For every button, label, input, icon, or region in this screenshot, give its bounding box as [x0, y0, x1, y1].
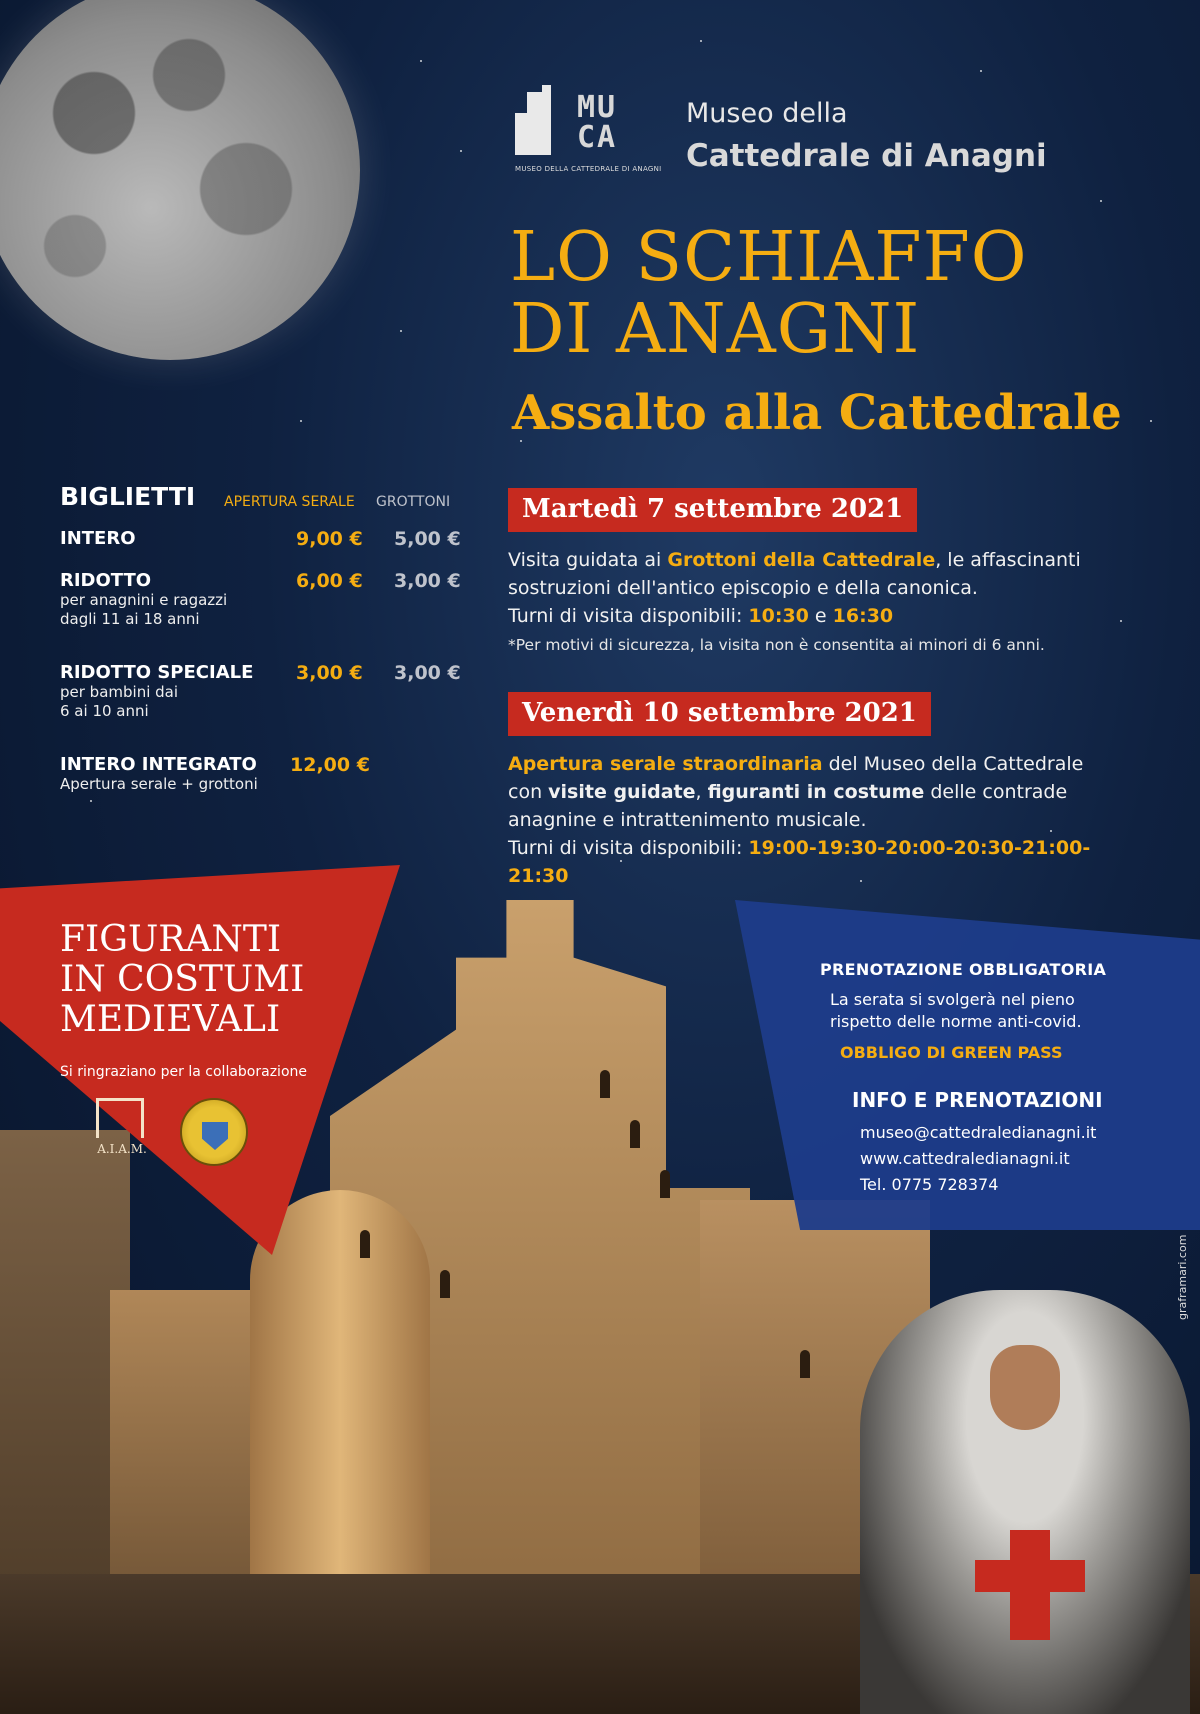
- info-block: [820, 960, 1150, 1198]
- contrada-crest-icon: [180, 1098, 248, 1166]
- event-note: *Per motivi di sicurezza, la visita non è consentita ai minori di 6 anni.: [508, 636, 1045, 654]
- museum-name-line2: Cattedrale di Anagni: [686, 138, 1047, 174]
- covid-text: La serata si svolgerà nel pieno rispetto delle norme anti-covid.: [830, 990, 1082, 1031]
- event-date-badge: Martedì 7 settembre 2021: [508, 488, 917, 532]
- prenotazione-heading: PRENOTAZIONE OBBLIGATORIA: [820, 960, 1107, 979]
- column-apertura-serale: APERTURA SERALE: [224, 494, 355, 510]
- ticket-name: RIDOTTO: [60, 570, 152, 591]
- event-date-badge: Venerdì 10 settembre 2021: [508, 692, 931, 736]
- ticket-price-serale: 3,00 €: [296, 662, 363, 684]
- cathedral-apse: [250, 1190, 430, 1620]
- red-banner-title: FIGURANTI IN COSTUMI MEDIEVALI: [60, 919, 305, 1040]
- templar-cross-bar: [975, 1560, 1085, 1592]
- aiam-label: A.I.A.M.: [97, 1142, 147, 1156]
- aiam-logo: [82, 1098, 162, 1162]
- contact-list: [820, 1120, 1150, 1198]
- tickets-heading: BIGLIETTI: [60, 482, 196, 511]
- logo-caption: MUSEO DELLA CATTEDRALE DI ANAGNI: [515, 165, 662, 173]
- phone-number: Tel. 0775 728374: [860, 1175, 999, 1194]
- column-grottoni: GROTTONI: [376, 494, 451, 510]
- thanks-text: Si ringraziano per la collaborazione: [60, 1064, 307, 1080]
- knight-face: [990, 1345, 1060, 1430]
- tower-icon: [515, 85, 575, 155]
- poster-title: LO SCHIAFFO DI ANAGNI: [510, 218, 1028, 369]
- ticket-name: INTERO INTEGRATO: [60, 754, 257, 775]
- ticket-price-grottoni: 5,00 €: [394, 528, 461, 550]
- website-link[interactable]: www.cattedraledianagni.it: [860, 1149, 1070, 1168]
- ticket-price-serale: 9,00 €: [296, 528, 363, 550]
- event-martedi: [508, 488, 1148, 659]
- info-heading: INFO E PRENOTAZIONI: [852, 1088, 1103, 1112]
- poster-subtitle: Assalto alla Cattedrale: [512, 385, 1122, 441]
- ticket-row: [60, 528, 470, 558]
- tickets-table: [60, 482, 470, 794]
- castle-icon: [96, 1098, 144, 1138]
- ticket-description: per anagnini e ragazzi dagli 11 ai 18 anni: [60, 591, 228, 628]
- green-pass-text: OBBLIGO DI GREEN PASS: [840, 1043, 1063, 1062]
- email-link[interactable]: museo@cattedraledianagni.it: [860, 1123, 1097, 1142]
- event-description: Visita guidata ai Grottoni della Cattedrale, le affascinanti sostruzioni dell'antico episcopio e della canonica. Turni di visita disponibili: 10:30 e 16:30 *Per motivi di sicurezza, la visita non è consentita ai minori di 6 anni.: [508, 549, 1081, 654]
- ticket-price-serale: 12,00 €: [290, 754, 370, 776]
- ticket-description: Apertura serale + grottoni: [60, 775, 258, 793]
- tickets-header: [60, 482, 470, 522]
- ticket-price-grottoni: 3,00 €: [394, 662, 461, 684]
- ticket-name: INTERO: [60, 528, 136, 549]
- museum-name-line1: Museo della: [686, 98, 848, 129]
- ticket-name: RIDOTTO SPECIALE: [60, 662, 254, 683]
- designer-credit: graframari.com: [1176, 1234, 1189, 1320]
- event-venerdi: [508, 692, 1148, 890]
- muca-logo: [515, 85, 662, 180]
- ticket-row: [60, 754, 470, 794]
- ticket-price-grottoni: 3,00 €: [394, 570, 461, 592]
- event-description: Apertura serale straordinaria del Museo della Cattedrale con visite guidate, figuranti in costume delle contrade anagnine e intrattenimento musicale. Turni di visita disponibili: 19:00-19:30-20:00-20:30-21:00-21:30: [508, 753, 1091, 887]
- ticket-description: per bambini dai 6 ai 10 anni: [60, 683, 179, 720]
- ticket-price-serale: 6,00 €: [296, 570, 363, 592]
- logo-letters: MU CA: [577, 90, 618, 155]
- ticket-row: [60, 662, 470, 742]
- ticket-row: [60, 570, 470, 650]
